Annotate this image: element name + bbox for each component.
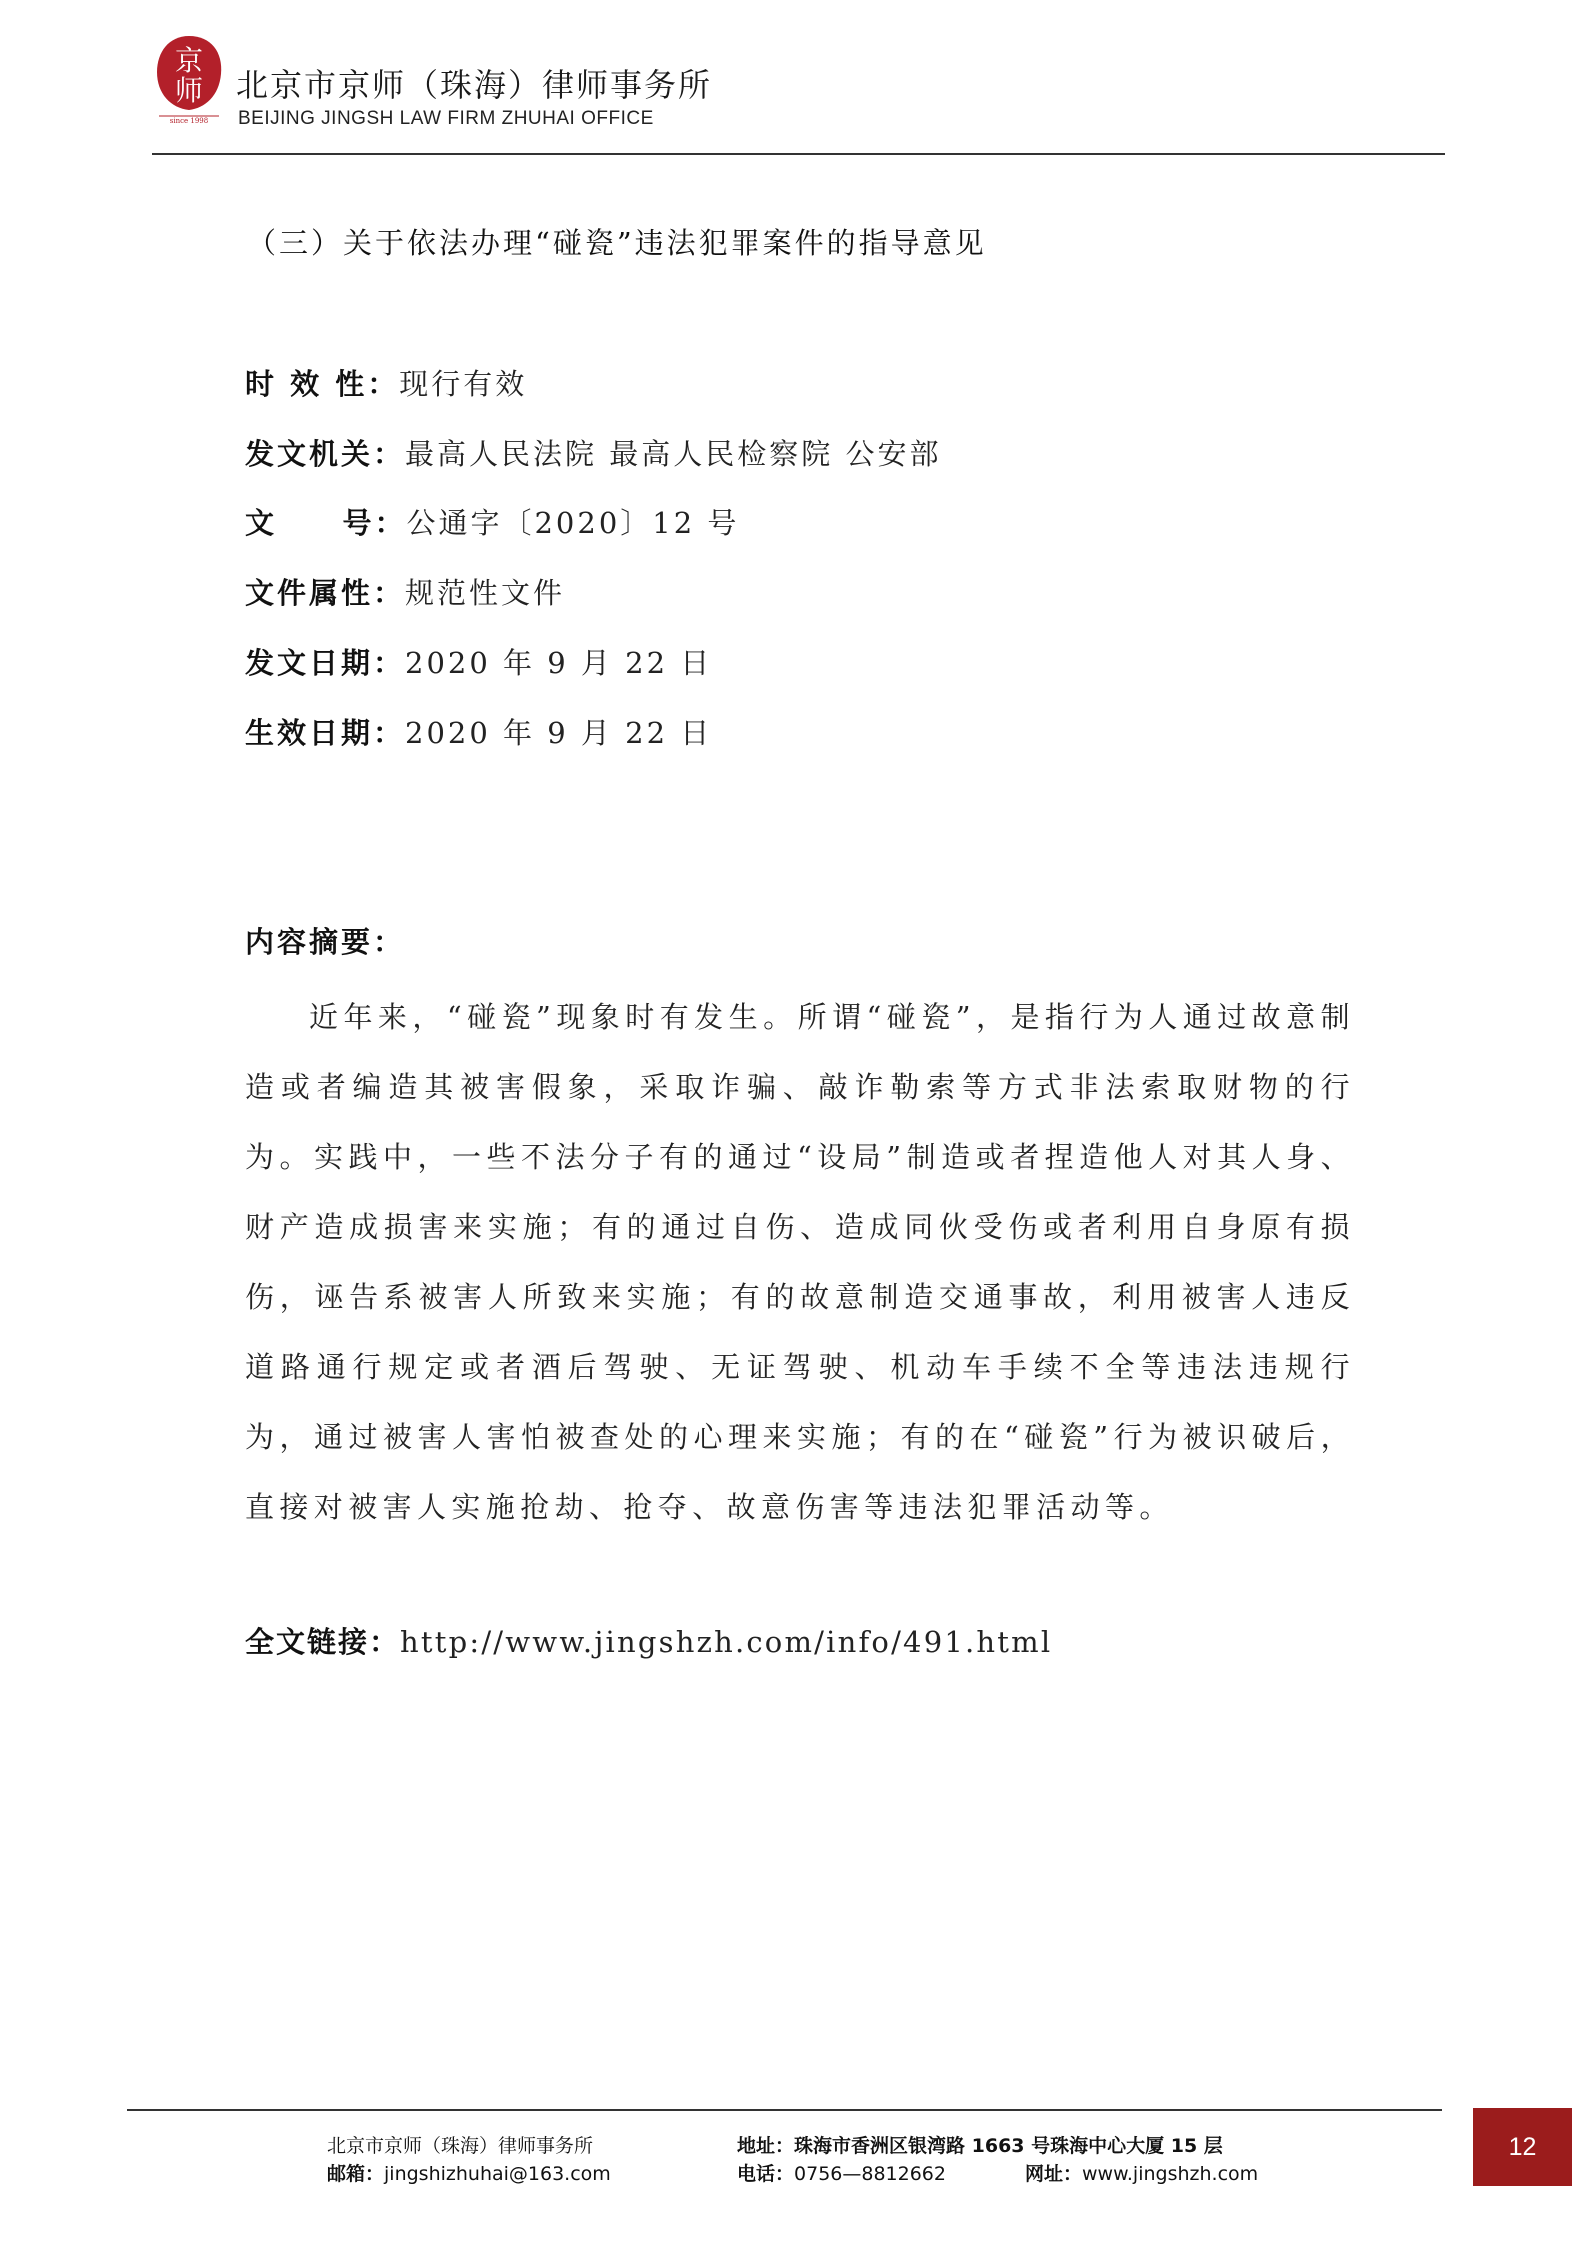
firm-logo-seal: [153, 32, 225, 124]
fulltext-label: 全文链接：: [245, 1625, 401, 1659]
meta-key: 文 号：: [245, 506, 407, 540]
meta-key: 发文日期：: [245, 646, 406, 680]
meta-row-effective-date: [245, 711, 712, 752]
firm-name-en: BEIJING JINGSH LAW FIRM ZHUHAI OFFICE: [238, 108, 654, 129]
footer-email-label: 邮箱：: [327, 2163, 385, 2185]
page-number: 12: [1508, 2132, 1537, 2161]
page-number-badge: [1473, 2108, 1572, 2186]
header-divider: [152, 153, 1445, 155]
firm-name-cn: 北京市京师（珠海）律师事务所: [236, 66, 713, 104]
meta-row-document-number: [245, 501, 739, 542]
meta-row-issuer: [245, 432, 941, 473]
footer-address: [737, 2131, 1223, 2158]
section-title: （三）关于依法办理“碰瓷”违法犯罪案件的指导意见: [247, 226, 987, 260]
meta-key: 生效日期：: [245, 716, 406, 750]
footer-website-label: 网址：: [1025, 2163, 1083, 2185]
meta-value: 现行有效: [399, 367, 528, 401]
meta-value: 公通字〔2020〕12 号: [406, 506, 740, 540]
footer-address-label: 地址：: [737, 2135, 795, 2157]
footer-address-value: 珠海市香洲区银湾路 1663 号珠海中心大厦 15 层: [794, 2135, 1223, 2157]
fulltext-link-row: [245, 1620, 1052, 1661]
meta-key: 发文机关：: [245, 437, 406, 471]
meta-row-validity: [245, 362, 527, 403]
logo-char-bottom: 师: [174, 74, 204, 107]
footer-email-value: jingshizhuhai@163.com: [384, 2163, 611, 2185]
meta-value: 规范性文件: [405, 576, 566, 610]
meta-key: 时 效 性：: [245, 367, 400, 401]
summary-heading: 内容摘要：: [245, 925, 406, 959]
footer-phone-value: 0756—8812662: [794, 2163, 946, 2185]
logo-char-top: 京: [174, 44, 204, 77]
meta-value: 最高人民法院 最高人民检察院 公安部: [405, 437, 942, 471]
footer-firm-name: 北京市京师（珠海）律师事务所: [327, 2135, 594, 2157]
meta-value: 2020 年 9 月 22 日: [405, 646, 713, 680]
footer-divider: [127, 2109, 1442, 2111]
meta-key: 文件属性：: [245, 576, 406, 610]
logo-since: since 1998: [169, 117, 209, 124]
footer-email: [327, 2159, 611, 2186]
footer-phone: [737, 2159, 946, 2186]
summary-body: 近年来，“碰瓷”现象时有发生。所谓“碰瓷”，是指行为人通过故意制造或者编造其被害假象，采取诈骗、敲诈勒索等方式非法索取财物的行为。实践中，一些不法分子有的通过“设局”制造或者捏造他人对其人身、财产造成损害来实施；有的通过自伤、造成同伙受伤或者利用自身原有损伤，诬告系被害人所致来实施；有的故意制造交通事故，利用被害人违反道路通行规定或者酒后驾驶、无证驾驶、机动车手续不全等违法违规行为，通过被害人害怕被查处的心理来实施；有的在“碰瓷”行为被识破后，直接对被害人实施抢劫、抢夺、故意伤害等违法犯罪活动等。: [245, 1000, 1355, 1524]
meta-row-issue-date: [245, 641, 712, 682]
meta-value: 2020 年 9 月 22 日: [405, 716, 713, 750]
footer-website: [1025, 2159, 1258, 2186]
fulltext-url-link[interactable]: http://www.jingshzh.com/info/491.html: [400, 1625, 1053, 1659]
footer-website-value: www.jingshzh.com: [1082, 2163, 1259, 2185]
meta-row-document-type: [245, 571, 565, 612]
footer-phone-label: 电话：: [737, 2163, 795, 2185]
